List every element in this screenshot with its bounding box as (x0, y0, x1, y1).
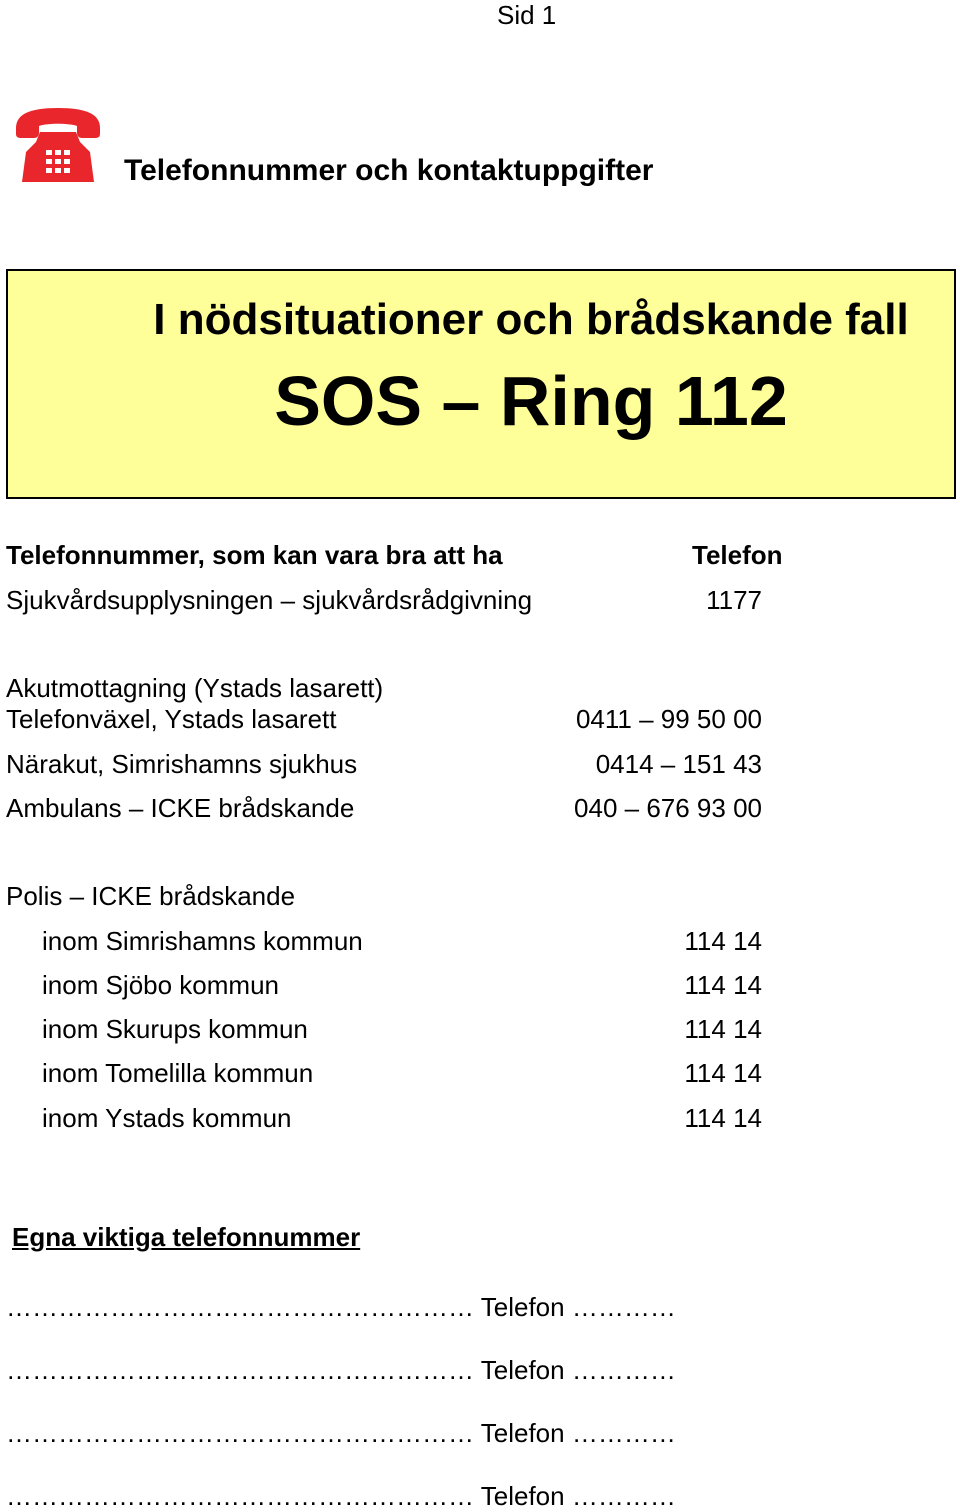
emergency-heading: I nödsituationer och brådskande fall (153, 295, 909, 344)
hospital-heading: Akutmottagning (Ystads lasarett) (6, 673, 384, 703)
list-item-label: inom Skurups kommun (42, 1014, 308, 1044)
fill-in-line: ……………………………………………… Telefon ………… (6, 1418, 676, 1448)
fill-in-line: ……………………………………………… Telefon ………… (6, 1481, 676, 1511)
health-advice-label: Sjukvårdsupplysningen – sjukvårdsrådgivning (6, 585, 533, 615)
list-item-label: Telefonväxel, Ystads lasarett (6, 704, 337, 734)
list-item-label: inom Tomelilla kommun (42, 1058, 314, 1088)
police-heading: Polis – ICKE brådskande (6, 881, 296, 911)
telephone-icon (10, 106, 106, 186)
emergency-number: SOS – Ring 112 (274, 362, 788, 440)
own-numbers-heading: Egna viktiga telefonnummer (12, 1222, 361, 1252)
phone-column-heading: Telefon (692, 540, 783, 570)
page-title: Telefonnummer och kontaktuppgifter (124, 154, 654, 187)
list-item-label: inom Simrishamns kommun (42, 926, 363, 956)
emergency-box (6, 269, 956, 499)
list-item-number: 114 14 (684, 1014, 762, 1044)
fill-in-line: ……………………………………………… Telefon ………… (6, 1355, 676, 1385)
fill-in-line: ……………………………………………… Telefon ………… (6, 1292, 676, 1322)
list-item-label: inom Sjöbo kommun (42, 970, 279, 1000)
page-number: Sid 1 (497, 0, 557, 30)
list-item-label: inom Ystads kommun (42, 1103, 292, 1133)
list-item-number: 114 14 (684, 1103, 762, 1133)
list-item-number: 0414 – 151 43 (595, 749, 762, 779)
list-item-number: 114 14 (684, 970, 762, 1000)
useful-numbers-heading: Telefonnummer, som kan vara bra att ha (6, 540, 503, 570)
health-advice-number: 1177 (706, 585, 762, 615)
list-item-number: 040 – 676 93 00 (574, 793, 762, 823)
list-item-number: 0411 – 99 50 00 (575, 704, 762, 734)
list-item-label: Ambulans – ICKE brådskande (6, 793, 355, 823)
list-item-label: Närakut, Simrishamns sjukhus (6, 749, 358, 779)
list-item-number: 114 14 (684, 926, 762, 956)
list-item-number: 114 14 (684, 1058, 762, 1088)
